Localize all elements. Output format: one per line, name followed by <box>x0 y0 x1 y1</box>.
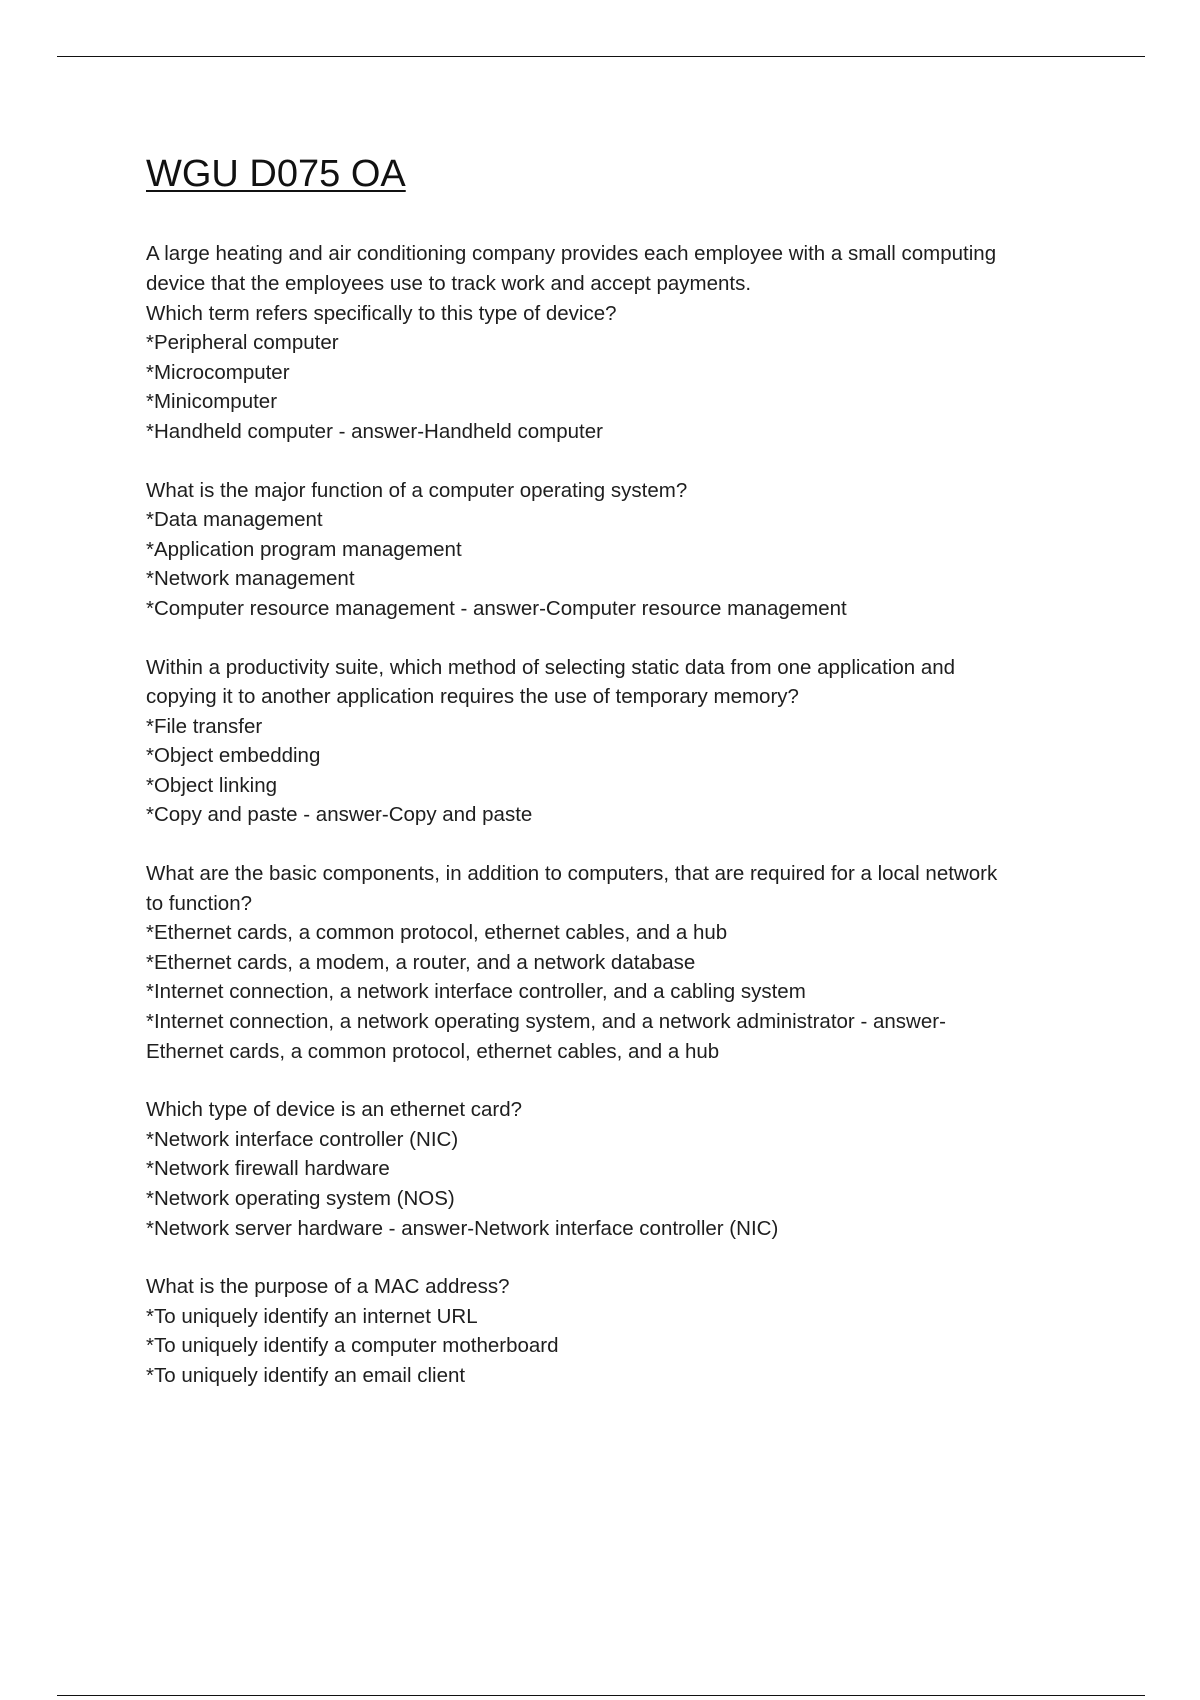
answer-option: *Network operating system (NOS) <box>146 1187 455 1211</box>
answer-option: *To uniquely identify a computer motherboard <box>146 1334 559 1358</box>
answer-option: *File transfer <box>146 714 263 738</box>
answer-option: *To uniquely identify an email client <box>146 1363 466 1387</box>
answer-option: *Microcomputer <box>146 360 290 384</box>
answer-option: *Minicomputer <box>146 390 278 414</box>
answer-option: *Object linking <box>146 773 278 797</box>
answer-option: *Data management <box>146 508 323 532</box>
question-text: Within a productivity suite, which method of selecting static data from one application and <box>146 655 956 679</box>
answer-key-continuation: Ethernet cards, a common protocol, ethernet cables, and a hub <box>146 1039 720 1063</box>
question-text: A large heating and air conditioning company provides each employee with a small computing <box>146 242 997 266</box>
answer-option: *Object embedding <box>146 744 321 768</box>
question-text: Which type of device is an ethernet card? <box>146 1098 523 1122</box>
answer-option: *Application program management <box>146 537 462 561</box>
answer-option: *Network firewall hardware <box>146 1157 390 1181</box>
question-block-6 <box>146 1272 1086 1390</box>
top-rule <box>57 56 1145 57</box>
answer-option-with-key: *Network server hardware - answer-Network interface controller (NIC) <box>146 1216 779 1240</box>
answer-option: *Network interface controller (NIC) <box>146 1127 459 1151</box>
question-block-4 <box>146 859 1086 1066</box>
question-text: What are the basic components, in addition to computers, that are required for a local network <box>146 862 998 886</box>
question-text: copying it to another application requires the use of temporary memory? <box>146 685 799 709</box>
question-text: Which term refers specifically to this type of device? <box>146 301 617 325</box>
question-text: What is the major function of a computer operating system? <box>146 478 688 502</box>
question-block-1 <box>146 239 1086 446</box>
answer-option: *To uniquely identify an internet URL <box>146 1304 478 1328</box>
question-text: to function? <box>146 891 252 915</box>
question-block-5 <box>146 1095 1086 1243</box>
question-block-3 <box>146 653 1086 831</box>
question-block-2 <box>146 476 1086 624</box>
answer-option-with-key: *Copy and paste - answer-Copy and paste <box>146 803 533 827</box>
document-body <box>146 150 1086 1420</box>
question-text: device that the employees use to track work and accept payments. <box>146 271 752 295</box>
answer-option: *Network management <box>146 567 355 591</box>
question-text: What is the purpose of a MAC address? <box>146 1275 510 1299</box>
answer-option-with-key: *Computer resource management - answer-Computer resource management <box>146 596 847 620</box>
answer-option: *Ethernet cards, a modem, a router, and a network database <box>146 950 696 974</box>
answer-option: *Internet connection, a network interface controller, and a cabling system <box>146 980 806 1004</box>
page-title: WGU D075 OA <box>146 153 406 195</box>
answer-option-with-key: *Internet connection, a network operating system, and a network administrator - answer- <box>146 1010 946 1034</box>
bottom-rule <box>57 1695 1145 1696</box>
answer-option-with-key: *Handheld computer - answer-Handheld computer <box>146 419 603 443</box>
answer-option: *Peripheral computer <box>146 331 339 355</box>
answer-option: *Ethernet cards, a common protocol, ethernet cables, and a hub <box>146 921 728 945</box>
